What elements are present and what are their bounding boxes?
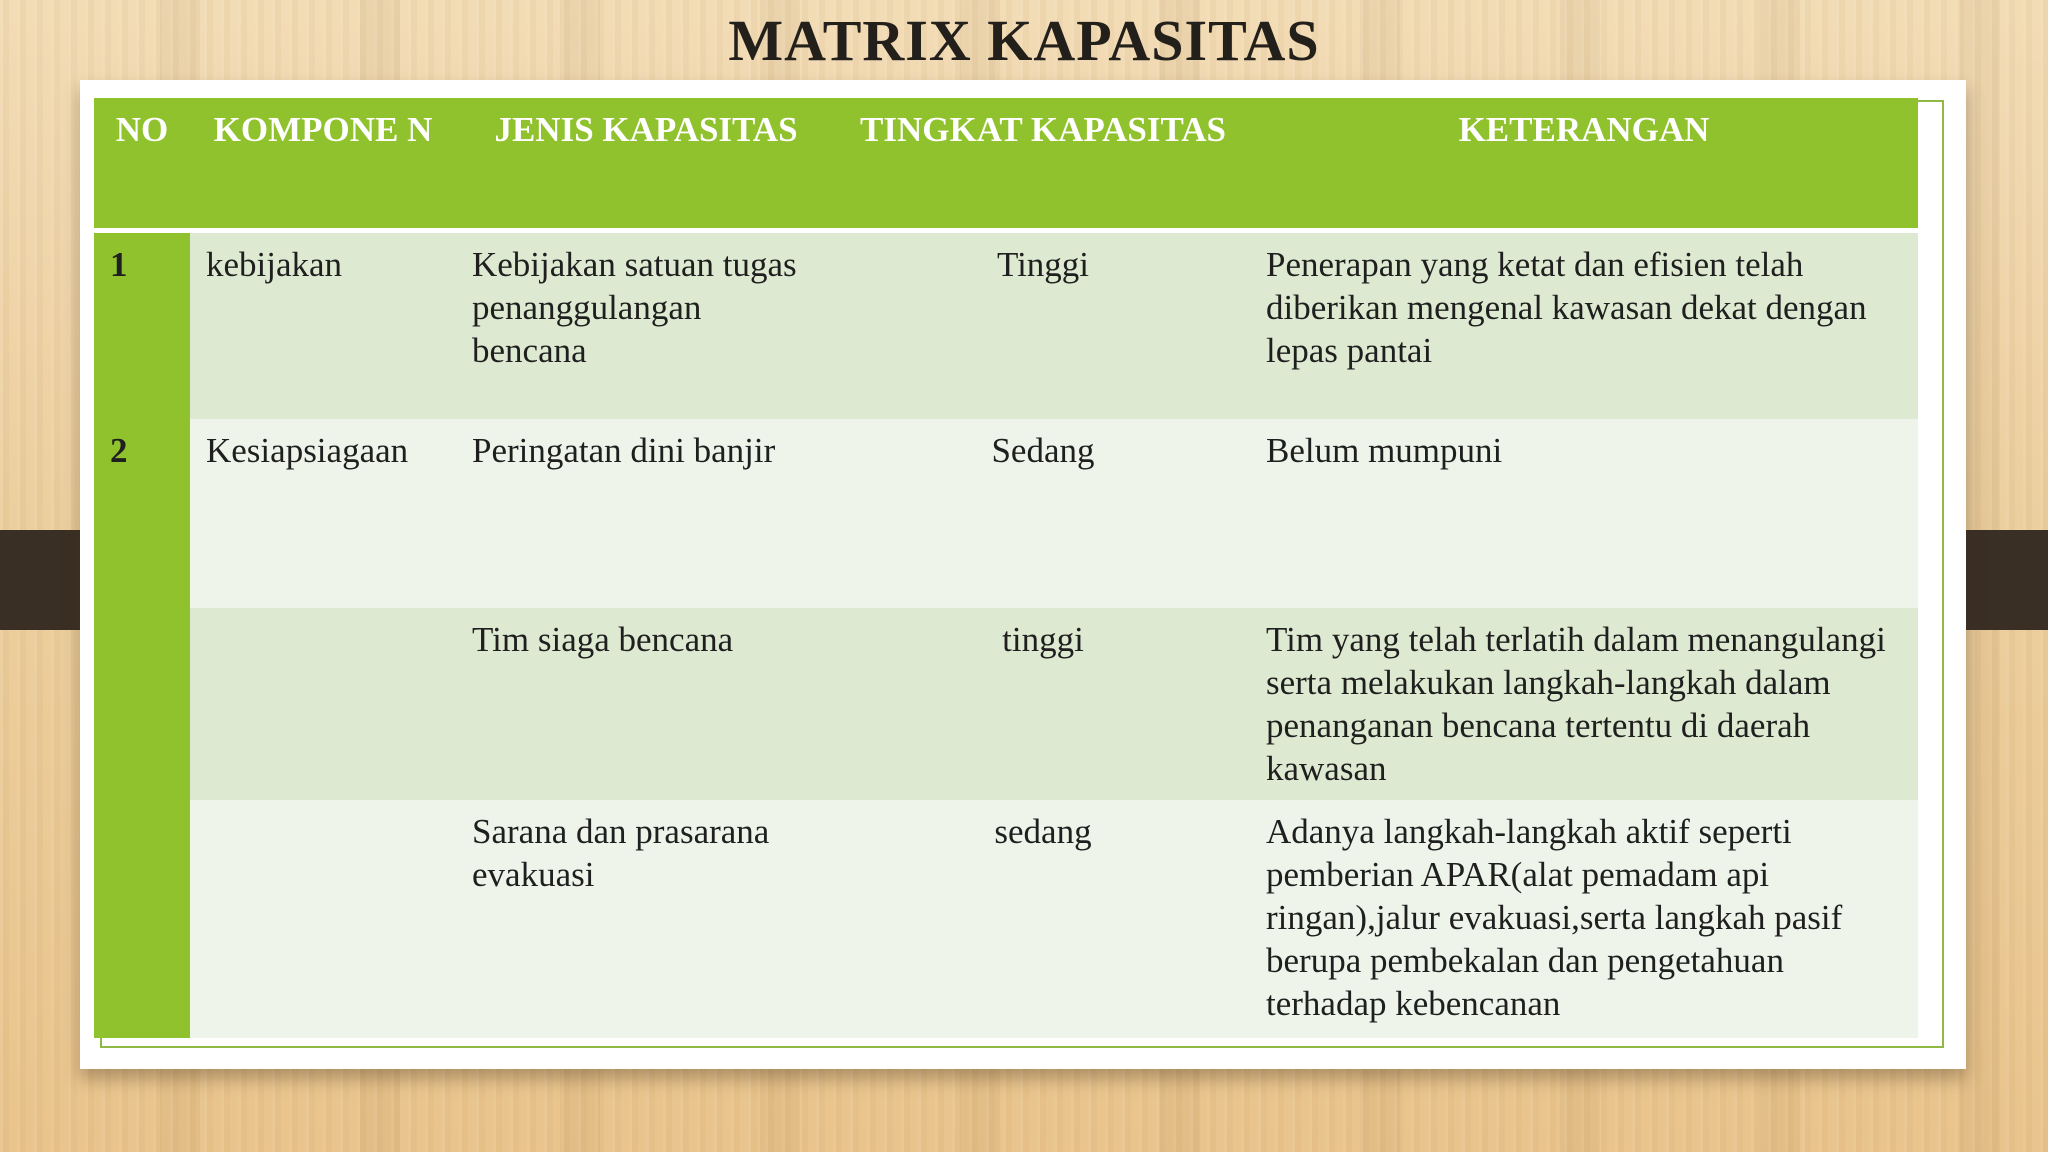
- jenis-cell: Peringatan dini banjir: [456, 419, 836, 608]
- keterangan-cell: Belum mumpuni: [1250, 419, 1918, 608]
- keterangan-cell: Penerapan yang ketat dan efisien telah diberikan mengenal kawasan dekat dengan lepas pantai: [1250, 230, 1918, 419]
- header-row: [94, 98, 1918, 230]
- komponen-cell: [190, 800, 456, 1038]
- tingkat-cell: Tinggi: [836, 230, 1250, 419]
- row-number: [94, 800, 190, 1038]
- tingkat-cell: Sedang: [836, 419, 1250, 608]
- header-keterangan: KETERANGAN: [1250, 98, 1918, 230]
- capacity-matrix-table: [94, 98, 1918, 1038]
- table-row: [94, 230, 1918, 419]
- row-number: 1: [94, 230, 190, 419]
- jenis-cell: Kebijakan satuan tugas penanggulangan bencana: [456, 230, 836, 419]
- header-no: NO: [94, 98, 190, 230]
- jenis-cell: Tim siaga bencana: [456, 608, 836, 800]
- slide-title: MATRIX KAPASITAS: [728, 8, 1320, 73]
- header-tingkat-kapasitas: TINGKAT KAPASITAS: [836, 98, 1250, 230]
- komponen-cell: kebijakan: [190, 230, 456, 419]
- row-number: 2: [94, 419, 190, 608]
- header-jenis-kapasitas: JENIS KAPASITAS: [456, 98, 836, 230]
- komponen-cell: Kesiapsiagaan: [190, 419, 456, 608]
- table-row: [94, 419, 1918, 608]
- keterangan-cell: Tim yang telah terlatih dalam menangulangi serta melakukan langkah-langkah dalam penanganan bencana tertentu di daerah kawasan: [1250, 608, 1918, 800]
- jenis-cell: Sarana dan prasarana evakuasi: [456, 800, 836, 1038]
- tingkat-cell: tinggi: [836, 608, 1250, 800]
- tingkat-cell: sedang: [836, 800, 1250, 1038]
- keterangan-cell: Adanya langkah-langkah aktif seperti pemberian APAR(alat pemadam api ringan),jalur evakuasi,serta langkah pasif berupa pembekalan dan pengetahuan terhadap kebencanan: [1250, 800, 1918, 1038]
- komponen-cell: [190, 608, 456, 800]
- table-row: [94, 608, 1918, 800]
- header-komponen: KOMPONE N: [190, 98, 456, 230]
- row-number: [94, 608, 190, 800]
- table-row: [94, 800, 1918, 1038]
